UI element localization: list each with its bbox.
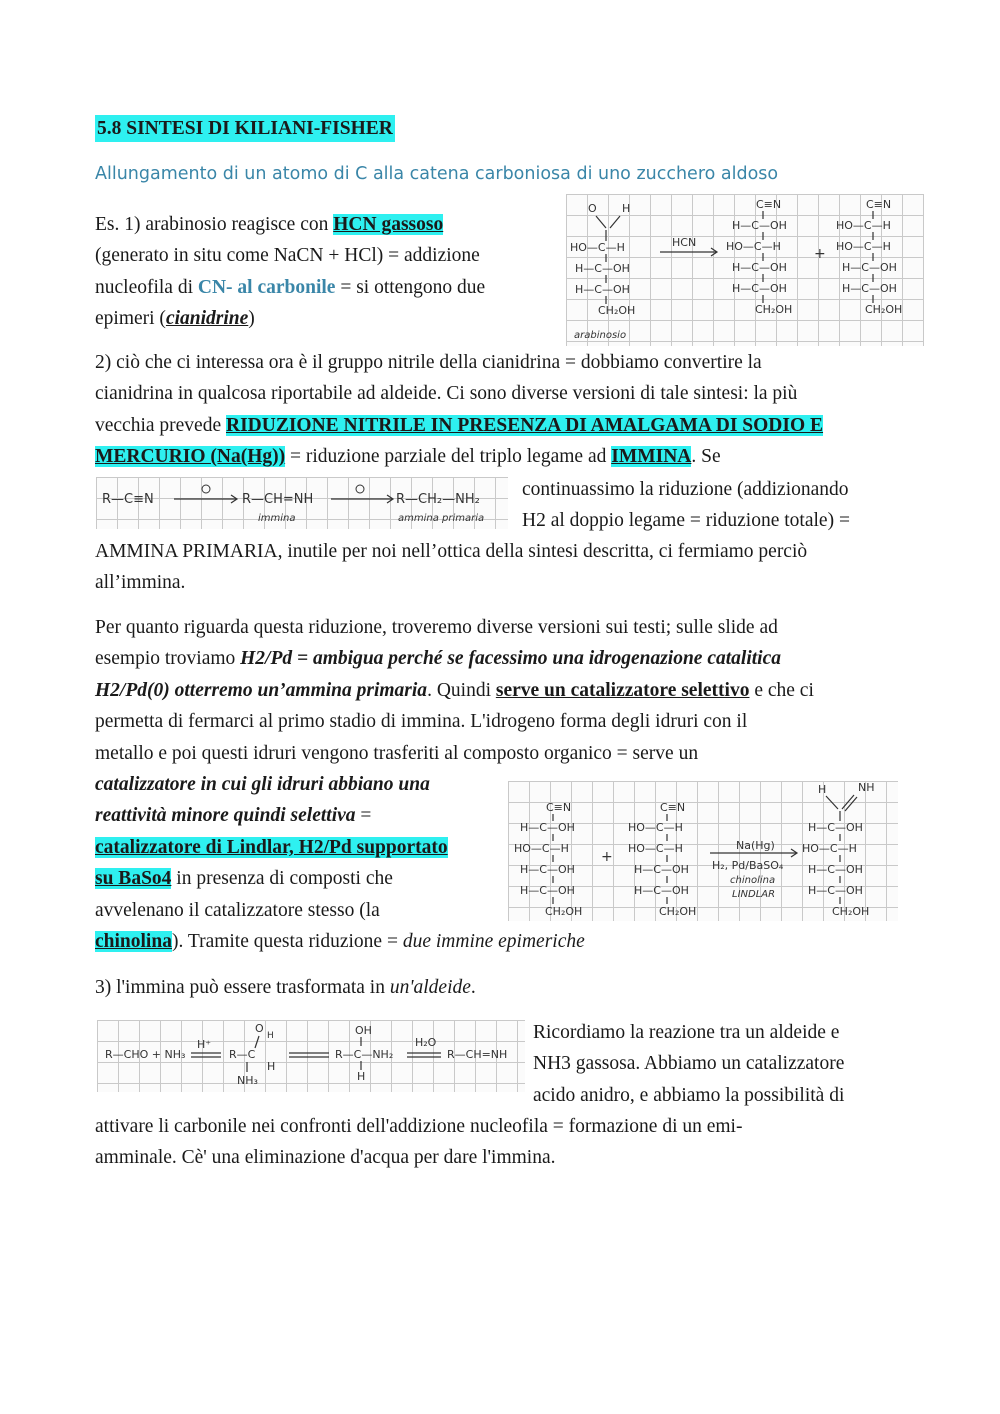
step3-side-text bbox=[533, 1017, 913, 1111]
step1-line3a: nucleofila di bbox=[95, 276, 198, 298]
svg-text:HO—C—H: HO—C—H bbox=[628, 821, 683, 834]
svg-text:H—C—OH: H—C—OH bbox=[732, 261, 787, 274]
svg-text:H—C—OH: H—C—OH bbox=[634, 884, 689, 897]
title-text: 5.8 SINTESI DI KILIANI-FISHER bbox=[95, 115, 395, 142]
amine-formula: R—CH₂—NH₂ bbox=[396, 492, 480, 507]
lindlar-highlight: catalizzatore di Lindlar, H2/Pd supportato bbox=[95, 836, 448, 858]
svg-text:HO—C—H: HO—C—H bbox=[628, 842, 683, 855]
svg-text:C≡N: C≡N bbox=[866, 198, 892, 211]
para3-line11b: ). Tramite questa riduzione = bbox=[171, 931, 403, 952]
step3-continued bbox=[95, 1111, 915, 1174]
svg-text:HO—C—H: HO—C—H bbox=[802, 842, 857, 855]
para3-line4: permetta di fermarci al primo stadio di immina. L'idrogeno forma degli idruri con il bbox=[95, 711, 748, 733]
aldehyde-nh3-label: R—CHO + NH₃ bbox=[105, 1048, 186, 1061]
para3-line3a: H2/Pd(0) otterremo un’ammina primaria bbox=[95, 679, 428, 701]
svg-text:R—C: R—C bbox=[229, 1048, 256, 1061]
step1-paragraph bbox=[95, 209, 535, 335]
page-title bbox=[95, 118, 395, 140]
svg-text:NH: NH bbox=[858, 781, 875, 794]
para3-line7b: = bbox=[355, 805, 372, 827]
step3-side-line3: acido anidro, e abbiamo la possibilità di bbox=[533, 1084, 845, 1106]
svg-text:H—C—OH: H—C—OH bbox=[842, 261, 897, 274]
svg-text:H: H bbox=[267, 1060, 276, 1073]
hcn-highlight: HCN gassoso bbox=[333, 214, 444, 235]
step2-line3a: vecchia prevede bbox=[95, 414, 226, 436]
lindlar-scheme bbox=[508, 781, 898, 921]
svg-text:H—C—OH: H—C—OH bbox=[808, 884, 863, 897]
para3-line5: metallo e poi questi idruri vengono trasferiti al composto organico = serve un bbox=[95, 742, 699, 764]
step2-paragraph bbox=[95, 347, 915, 473]
step2-line5: AMMINA PRIMARIA, inutile per noi nell’ottica della sintesi descritta, ci fermiamo perciò bbox=[95, 541, 808, 562]
para3-line7a: reattività minore quindi selettiva bbox=[95, 805, 356, 827]
baso4-highlight: su BaSo4 bbox=[95, 868, 172, 890]
step2-side-line1: continuassimo la riduzione (addizionando bbox=[522, 479, 849, 500]
imine-formation-scheme bbox=[97, 1020, 525, 1092]
step3-side-line1: Ricordiamo la reazione tra un aldeide e bbox=[533, 1022, 840, 1043]
para3-line10: avvelenano il catalizzatore stesso (la bbox=[95, 899, 380, 921]
svg-text:H—C—OH: H—C—OH bbox=[808, 863, 863, 876]
svg-text:CH₂OH: CH₂OH bbox=[832, 905, 870, 918]
para3-line3d: e che ci bbox=[749, 679, 814, 701]
step2-side-line2: H2 al doppio legame = riduzione totale) = bbox=[522, 510, 850, 532]
hcn-arrow-label: HCN bbox=[672, 236, 697, 249]
para3-line2b: H2/Pd = ambigua perché se facessimo una idrogenazione catalitica bbox=[240, 648, 781, 670]
immina-highlight: IMMINA bbox=[611, 446, 692, 468]
chinolina-highlight: chinolina bbox=[95, 931, 172, 952]
svg-text:C≡N: C≡N bbox=[660, 801, 686, 814]
figure-imine-formation bbox=[97, 1020, 525, 1092]
step3-line1c: . bbox=[470, 977, 476, 998]
figure-cyanohydrin-formation bbox=[566, 194, 924, 346]
arabinosio-label: arabinosio bbox=[574, 330, 627, 341]
svg-text:H—C—OH: H—C—OH bbox=[575, 262, 630, 275]
h2o-label: H₂O bbox=[415, 1036, 437, 1049]
step1-line4b: ) bbox=[248, 308, 255, 330]
svg-text:CH₂OH: CH₂OH bbox=[659, 905, 697, 918]
nitrile-formula: R—C≡N bbox=[102, 492, 154, 507]
step1-line3b: = si ottengono due bbox=[335, 276, 486, 298]
svg-text:H—C—OH: H—C—OH bbox=[732, 219, 787, 232]
ammina-primaria-label: ammina primaria bbox=[398, 513, 485, 524]
nitrile-reduction-scheme bbox=[96, 477, 508, 529]
svg-text:H—C—OH: H—C—OH bbox=[842, 282, 897, 295]
riduzione-highlight-2: MERCURIO (Na(Hg)) bbox=[95, 446, 286, 468]
step2-line4c: . Se bbox=[691, 446, 721, 468]
para3-last-line bbox=[95, 926, 915, 957]
svg-text:CH₂OH: CH₂OH bbox=[755, 303, 793, 316]
svg-text:H: H bbox=[357, 1070, 366, 1083]
step3-aldeide: un'aldeide bbox=[389, 977, 471, 998]
immine-epimeriche: due immine epimeriche bbox=[402, 931, 585, 952]
svg-text:H—C—OH: H—C—OH bbox=[520, 884, 575, 897]
immina-label: immina bbox=[258, 513, 296, 524]
h-plus-label: H⁺ bbox=[197, 1038, 212, 1051]
step3-side-line2: NH3 gassosa. Abbiamo un catalizzatore bbox=[533, 1053, 845, 1075]
imine-product-label: R—CH=NH bbox=[447, 1048, 508, 1061]
svg-text:O: O bbox=[588, 202, 597, 215]
step3-heading bbox=[95, 972, 915, 1003]
step2-side-text bbox=[522, 474, 922, 537]
svg-text:R—C—NH₂: R—C—NH₂ bbox=[335, 1048, 394, 1061]
imine-formula: R—CH=NH bbox=[242, 492, 314, 507]
svg-text:C≡N: C≡N bbox=[756, 198, 782, 211]
svg-text:H—C—OH: H—C—OH bbox=[634, 863, 689, 876]
svg-text:HO—C—H: HO—C—H bbox=[726, 240, 781, 253]
svg-text:H: H bbox=[622, 202, 631, 215]
svg-text:HO—C—H: HO—C—H bbox=[836, 219, 891, 232]
pd-baso4-label: H₂, Pd/BaSO₄ bbox=[712, 859, 784, 872]
step2-line4b: = riduzione parziale del triplo legame ad bbox=[285, 446, 612, 468]
riduzione-highlight-1: RIDUZIONE NITRILE IN PRESENZA DI AMALGAMA DI SODIO E bbox=[226, 414, 824, 436]
para3 bbox=[95, 612, 915, 769]
nahg-label: Na(Hg) bbox=[736, 839, 775, 852]
para3-line9b: in presenza di composti che bbox=[171, 868, 393, 890]
figure-nitrile-reduction bbox=[96, 477, 508, 529]
svg-text:H—C—OH: H—C—OH bbox=[520, 821, 575, 834]
para3-line2a: esempio troviamo bbox=[95, 648, 241, 670]
svg-text:OH: OH bbox=[355, 1024, 372, 1037]
cyanohydrin-scheme bbox=[566, 194, 924, 346]
step2-line6: all’immina. bbox=[95, 572, 186, 594]
step3-line5: amminale. Cè' una eliminazione d'acqua per dare l'immina. bbox=[95, 1147, 556, 1169]
step2-line2: cianidrina in qualcosa riportabile ad aldeide. Ci sono diverse versioni di tale sintesi: la più bbox=[95, 383, 798, 405]
svg-text:HO—C—H: HO—C—H bbox=[836, 240, 891, 253]
svg-text:NH₃: NH₃ bbox=[237, 1074, 258, 1087]
svg-text:HO—C—H: HO—C—H bbox=[570, 241, 625, 254]
step1-line4a: epimeri ( bbox=[95, 308, 166, 330]
para3-left-column bbox=[95, 769, 495, 926]
svg-text:CH₂OH: CH₂OH bbox=[545, 905, 583, 918]
lindlar-label: LINDLAR bbox=[732, 889, 776, 900]
svg-text:HO—C—H: HO—C—H bbox=[514, 842, 569, 855]
step2-line1: 2) ciò che ci interessa ora è il gruppo nitrile della cianidrina = dobbiamo convertire la bbox=[95, 352, 762, 373]
svg-text:H: H bbox=[818, 783, 827, 796]
svg-text:CH₂OH: CH₂OH bbox=[865, 303, 903, 316]
svg-text:H—C—OH: H—C—OH bbox=[575, 283, 630, 296]
svg-text:CH₂OH: CH₂OH bbox=[598, 304, 636, 317]
cianidrine: cianidrine bbox=[165, 308, 249, 330]
step2-continued bbox=[95, 536, 915, 599]
svg-text:H: H bbox=[267, 1031, 274, 1041]
svg-text:H—C—OH: H—C—OH bbox=[808, 821, 863, 834]
para3-line6: catalizzatore in cui gli idruri abbiano una bbox=[95, 774, 430, 795]
para3-line1: Per quanto riguarda questa riduzione, troveremo diverse versioni sui testi; sulle slide ad bbox=[95, 617, 778, 638]
svg-text:O: O bbox=[255, 1022, 264, 1035]
para3-line3b: . Quindi bbox=[427, 679, 496, 701]
plus-sign: + bbox=[814, 246, 826, 262]
step3-line4: attivare li carbonile nei confronti dell'addizione nucleofila = formazione di un emi- bbox=[95, 1116, 743, 1137]
cn-carbonile: CN- al carbonile bbox=[197, 276, 336, 298]
subtitle: Allungamento di un atomo di C alla catena carboniosa di uno zucchero aldoso bbox=[95, 164, 779, 184]
step3-line1a: 3) l'immina può essere trasformata in bbox=[95, 977, 390, 998]
svg-text:H—C—OH: H—C—OH bbox=[732, 282, 787, 295]
catalizzatore-selettivo: serve un catalizzatore selettivo bbox=[495, 679, 750, 701]
figure-lindlar-reduction bbox=[508, 781, 898, 921]
svg-text:H—C—OH: H—C—OH bbox=[520, 863, 575, 876]
chinolina-label: chinolina bbox=[730, 875, 776, 886]
step1-line2: (generato in situ come NaCN + HCl) = addizione bbox=[95, 245, 480, 267]
step1-text: Es. 1) arabinosio reagisce con bbox=[95, 214, 334, 235]
svg-text:C≡N: C≡N bbox=[546, 801, 572, 814]
plus-sign-2: + bbox=[601, 849, 613, 865]
